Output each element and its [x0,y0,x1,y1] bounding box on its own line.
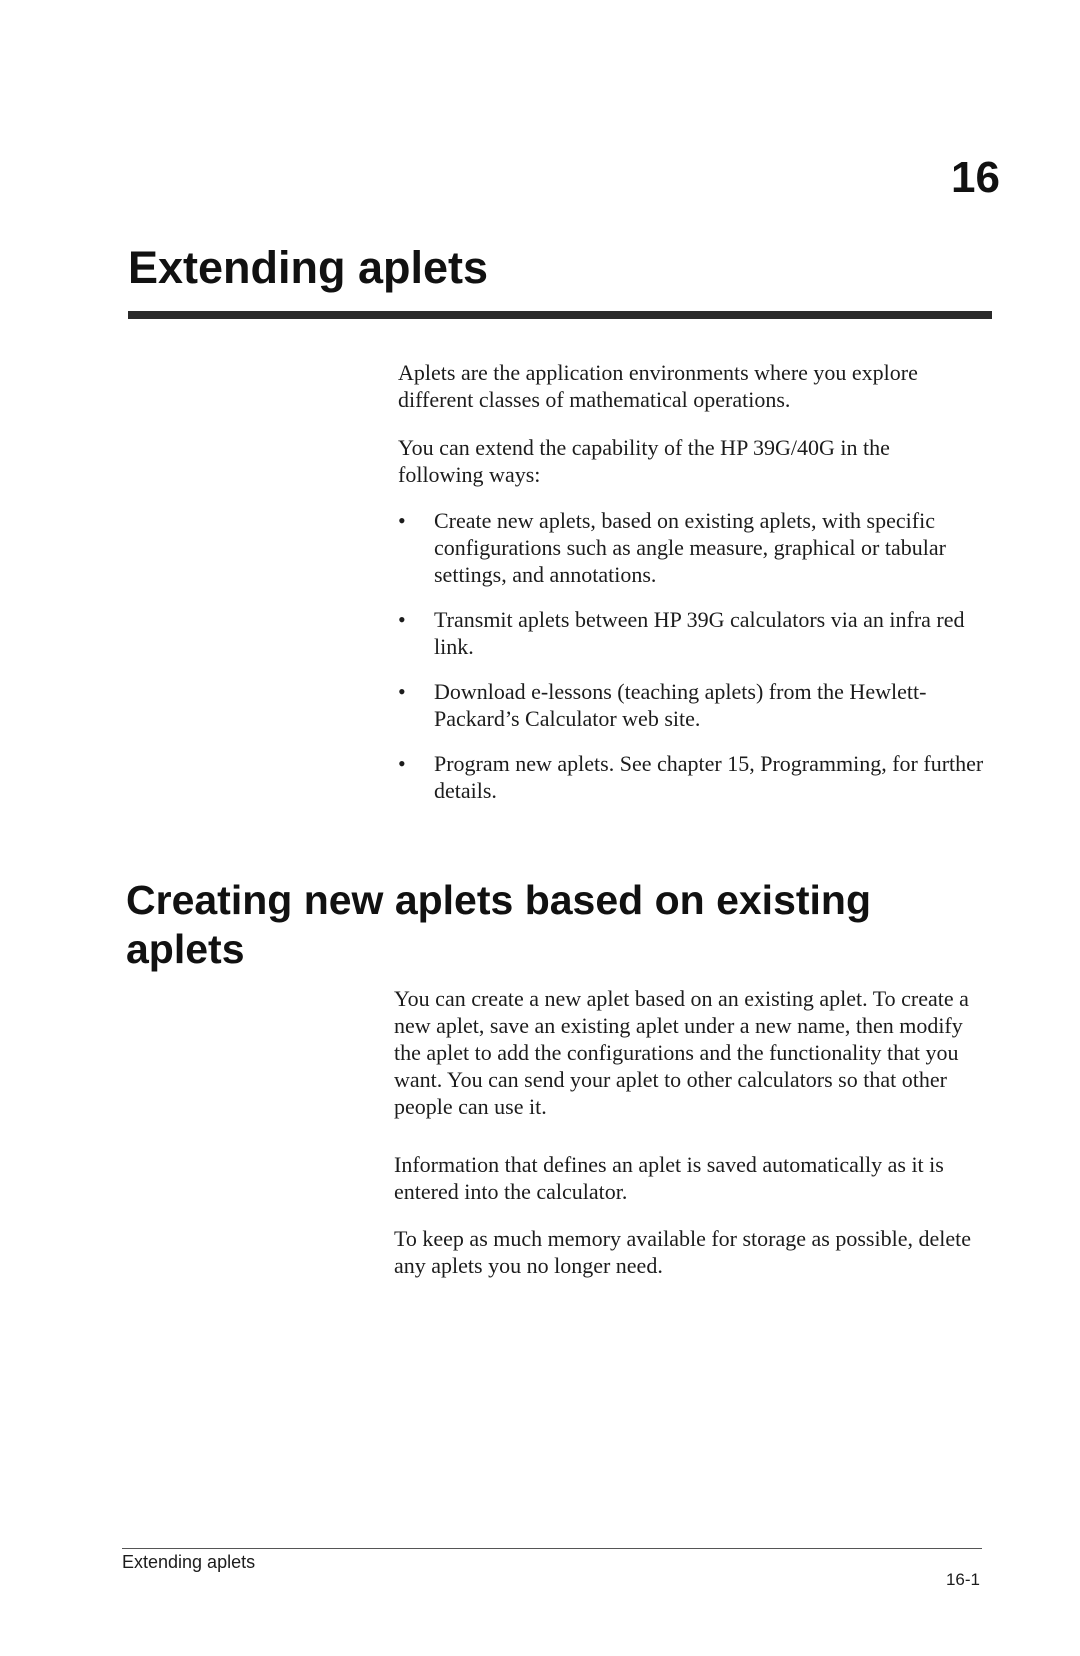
bullet-icon: • [398,607,406,632]
list-item [398,750,998,804]
bullet-icon: • [398,751,406,776]
list-item [398,606,998,660]
section-paragraph-3: To keep as much memory available for storage as possible, delete any aplets you no longer need. [394,1226,971,1278]
list-item-text: Transmit aplets between HP 39G calculators via an infra red link. [434,607,965,659]
list-item-text: Download e-lessons (teaching aplets) from the Hewlett-Packard’s Calculator web site. [434,679,927,731]
bullet-icon: • [398,679,406,704]
footer-chapter-title: Extending aplets [122,1552,256,1572]
feature-list [398,507,998,822]
list-item-text: Program new aplets. See chapter 15, Programming, for further details. [434,751,984,803]
section-paragraph-2: Information that defines an aplet is saved automatically as it is entered into the calculator. [394,1152,944,1204]
section-paragraph-1: You can create a new aplet based on an existing aplet. To create a new aplet, save an existing aplet under a new name, then modify the aplet to add the configurations and the functionality that you want. You can send your aplet to other calculators so that other people can use it. [394,986,969,1119]
intro-paragraph-2: You can extend the capability of the HP 39G/40G in the following ways: [398,435,890,487]
title-rule [128,311,992,319]
bullet-icon: • [398,508,406,533]
intro-paragraph-1: Aplets are the application environments where you explore different classes of mathematical operations. [398,360,918,412]
page-number: 16-1 [945,1570,980,1589]
list-item-text: Create new aplets, based on existing aplets, with specific configurations such as angle measure, graphical or tabular settings, and annotations. [434,508,946,587]
list-item [398,678,998,732]
section-heading: Creating new aplets based on existing aplets [126,877,872,972]
list-item [398,507,998,588]
chapter-title: Extending aplets [128,242,489,293]
footer-rule [122,1548,982,1549]
chapter-number: 16 [951,153,1000,202]
